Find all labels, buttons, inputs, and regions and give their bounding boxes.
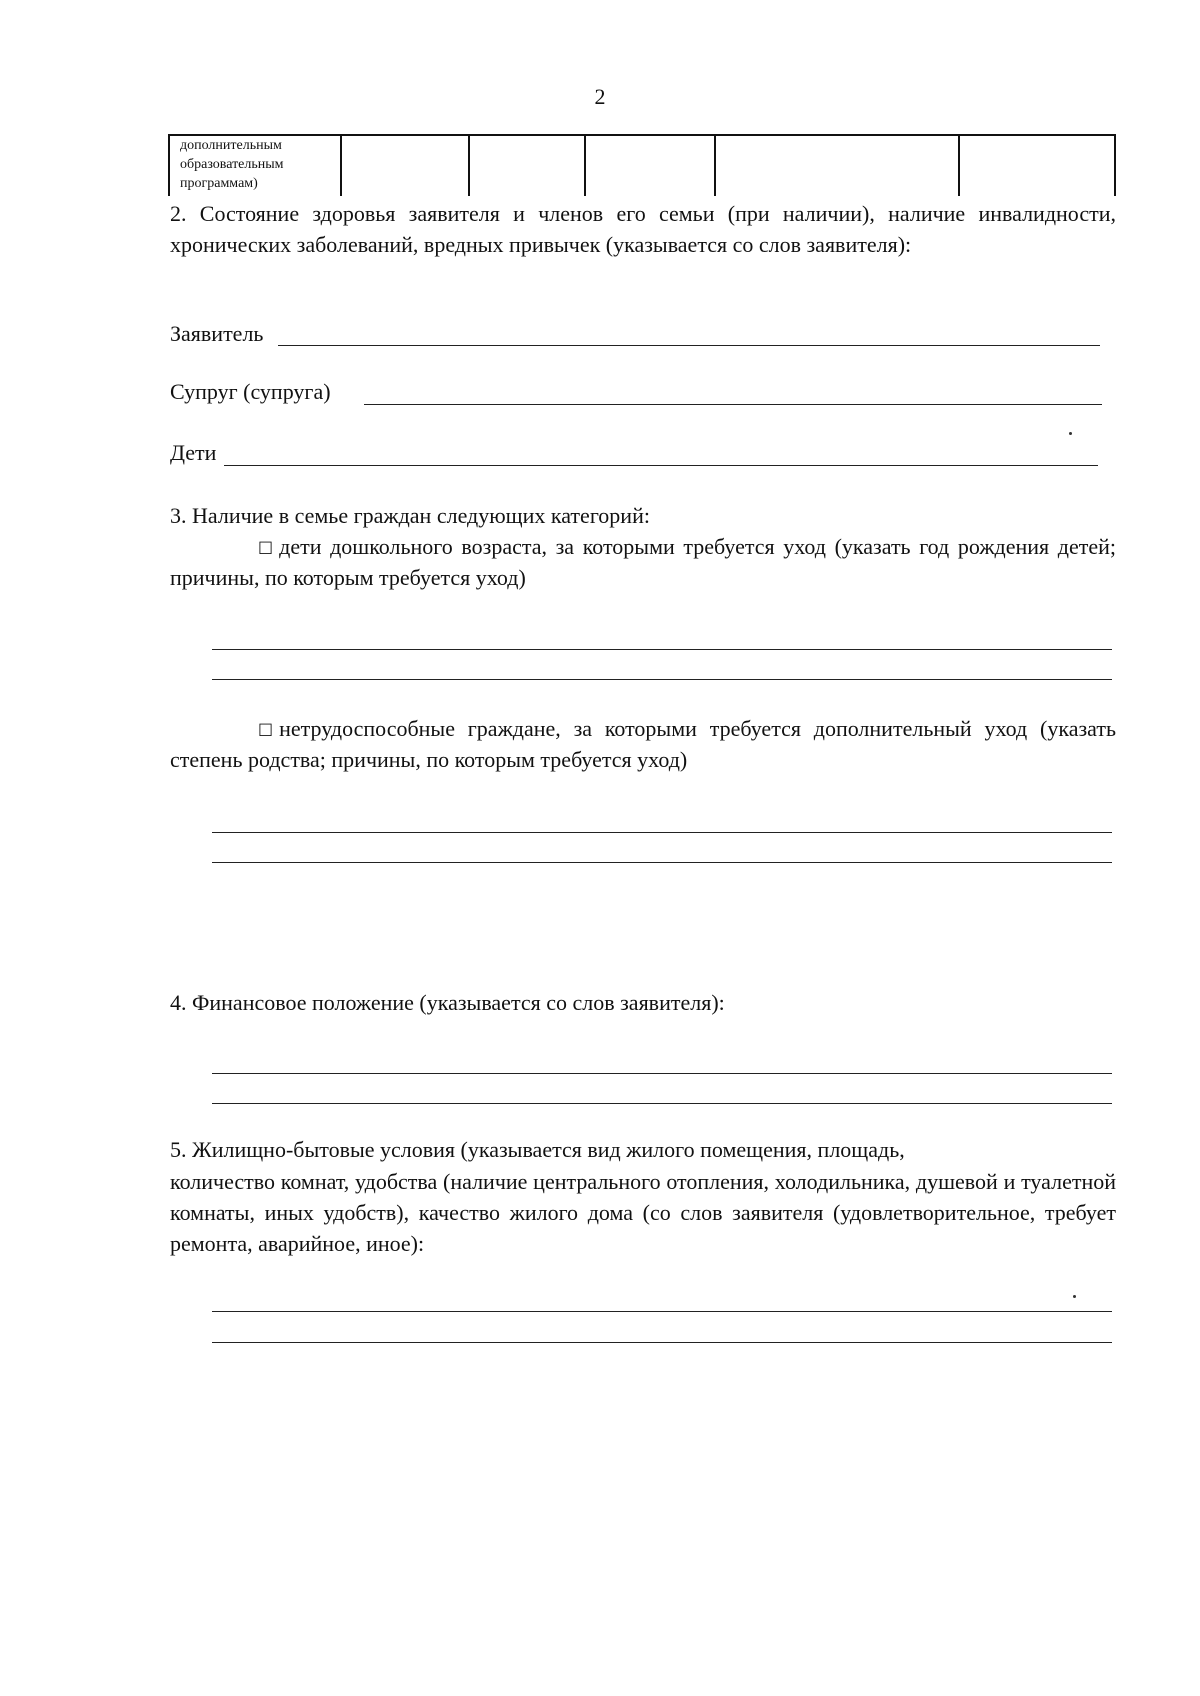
children-fill-line[interactable] — [224, 465, 1098, 466]
checkbox-icon[interactable]: □ — [258, 719, 274, 738]
fill-line[interactable] — [212, 1073, 1112, 1074]
table-row — [169, 135, 1115, 196]
fill-line[interactable] — [212, 1103, 1112, 1104]
section-5-text: количество комнат, удобства (наличие центрального отопления, холодильника, душевой и туалетной комнаты, иных удобств), качество жилого дома (со слов заявителя (удовлетворительное, требует ремонта, аварийное, иное): — [170, 1169, 1116, 1256]
page-number: 2 — [594, 84, 606, 109]
fill-line[interactable] — [212, 1311, 1112, 1312]
table-cell-empty — [341, 135, 469, 196]
fill-line[interactable] — [212, 679, 1112, 680]
section-4-heading: 4. Финансовое положение (указывается со слов заявителя): — [170, 990, 725, 1015]
fill-line[interactable] — [212, 862, 1112, 863]
spouse-fill-line[interactable] — [364, 404, 1102, 405]
section-5-line-1: 5. Жилищно-бытовые условия (указывается вид жилого помещения, площадь, — [170, 1137, 905, 1162]
fill-line[interactable] — [212, 1342, 1112, 1343]
table-cell-empty — [469, 135, 585, 196]
fill-line[interactable] — [212, 832, 1112, 833]
table-cell-empty — [715, 135, 959, 196]
section-3-item-2 — [170, 713, 1116, 775]
table-cell-empty — [959, 135, 1115, 196]
table-cell-empty — [585, 135, 715, 196]
table-cell — [169, 135, 341, 196]
section-3-item-1 — [170, 531, 1116, 593]
applicant-fill-line[interactable] — [278, 345, 1100, 346]
section-3-item-2-text: нетрудоспособные граждане, за которыми требуется дополнительный уход (указать степень родства; причины, по которым требуется уход) — [170, 716, 1116, 772]
table-cell-text: дополнительным образовательным программам) — [180, 138, 284, 191]
applicant-label: Заявитель — [170, 321, 264, 346]
section-2-text: 2. Состояние здоровья заявителя и членов его семьи (при наличии), наличие инвалидности, хронических заболеваний, вредных привычек (указывается со слов заявителя): — [170, 201, 1116, 257]
spouse-label: Супруг (супруга) — [170, 379, 331, 404]
children-label: Дети — [170, 440, 217, 465]
stray-dot — [1069, 432, 1072, 435]
fill-line[interactable] — [212, 649, 1112, 650]
stray-dot — [1073, 1295, 1076, 1298]
checkbox-icon[interactable]: □ — [258, 537, 274, 556]
section-3-item-1-text: дети дошкольного возраста, за которыми требуется уход (указать год рождения детей; причины, по которым требуется уход) — [170, 534, 1116, 590]
section-3-heading: 3. Наличие в семье граждан следующих категорий: — [170, 503, 650, 528]
table-continuation — [168, 134, 1116, 196]
